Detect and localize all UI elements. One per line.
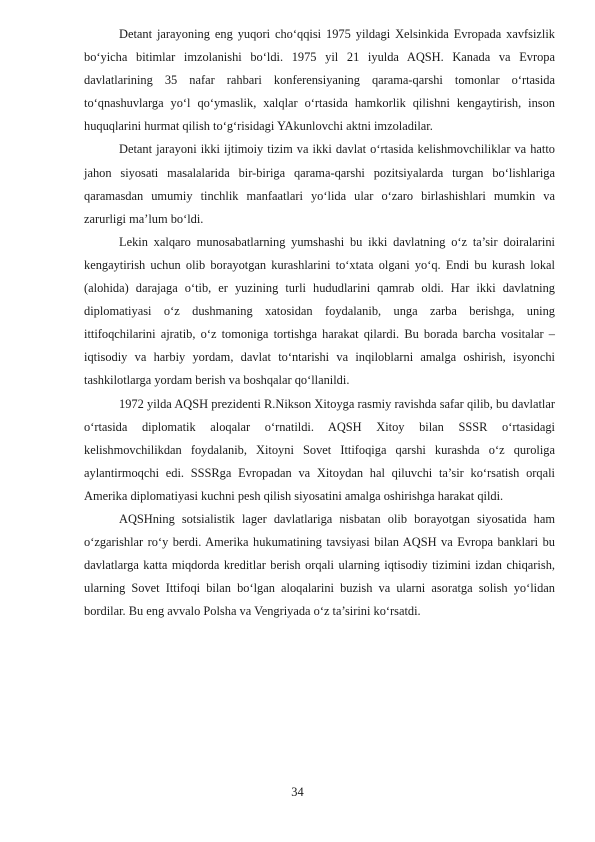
paragraph-detant-peak: Detant jarayoning eng yuqori cho‘qqisi 1975 yildagi Xelsinkida Evropada xavfsizlik bo‘yicha bitimlar imzolanishi bo‘ldi. 1975 yil 21 iyulda AQSH. Kanada va Evropa davlatlarining 35 nafar rahbari konferensiyaning qarama-qarshi tomonlar o‘rtasida to‘qnashuvlarga yo‘l qo‘ymaslik, xalqlar o‘rtasida hamkorlik qilishni kengaytirish, inson huquqlarini hurmat qilish to‘g‘risidagi YAkunlovchi aktni imzoladilar. (84, 27, 555, 134)
paragraph-international-relations: Lekin xalqaro munosabatlarning yumshashi bu ikki davlatning o‘z ta’sir doiralarini kengaytirish uchun olib borayotgan kurashlarini to‘xtata olgani yo‘q. Endi bu kurash lokal (alohida) darajaga o‘tib, er yuzining turli hududlarini qamrab oldi. Har ikki davlatning diplomatiyasi o‘z dushmaning xatosidan foydalanib, unga zarba berishga, uning ittifoqchilarini ajratib, o‘z tomoniga tortishga harakat qilardi. Bu borada barcha vositalar – iqtisodiy va harbiy yordam, davlat to‘ntarishi va inqiloblarni amalga oshirish, isyonchi tashkilotlarga yordam berish va boshqalar qo‘llanildi. (84, 234, 555, 388)
paragraph-nixon-china: 1972 yilda AQSH prezidenti R.Nikson Xitoyga rasmiy ravishda safar qilib, bu davlatlar o‘rtasida diplomatik aloqalar o‘rnatildi. AQSH Xitoy bilan SSSR o‘rtasidagi kelishmovchilikdan foydalanib, Xitoyni Sovet Ittifoqiga qarshi kurashda o‘z quroliga aylantirmoqchi edi. SSSRga Evropadan va Xitoydan hal qiluvchi ta’sir ko‘rsatish orqali Amerika diplomatiyasi kuchni pesh qilish siyosatini amalga oshirishga harakat qildi. (84, 396, 555, 503)
paragraph-usa-socialist-policy: AQSHning sotsialistik lager davlatlariga nisbatan olib borayotgan siyosatida ham o‘zgarishlar ro‘y berdi. Amerika hukumatining tavsiyasi bilan AQSH va Evropa banklari bu davlatlarga katta miqdorda kreditlar berish orqali ularning iqtisodiy tizimini izdan chiqarish, ularning Sovet Ittifoqi bilan bo‘lgan aloqalarini buzish va ularni asoratga solish yo‘lidan bordilar. Bu eng avvalo Polsha va Vengriyada o‘z ta’sirini ko‘rsatdi. (84, 511, 555, 619)
body-text (84, 23, 555, 623)
page-number: 34 (291, 785, 304, 799)
paragraph-detant-process: Detant jarayoni ikki ijtimoiy tizim va ikki davlat o‘rtasida kelishmovchiliklar va hatto jahon siyosati masalalarida bir-biriga qarama-qarshi pozitsiyalarda turgan bo‘lishlariga qaramasdan umumiy tinchlik manfaatlari yo‘lida ular o‘zaro birlashishlari mumkin va zarurligi ma’lum bo‘ldi. (84, 142, 555, 226)
